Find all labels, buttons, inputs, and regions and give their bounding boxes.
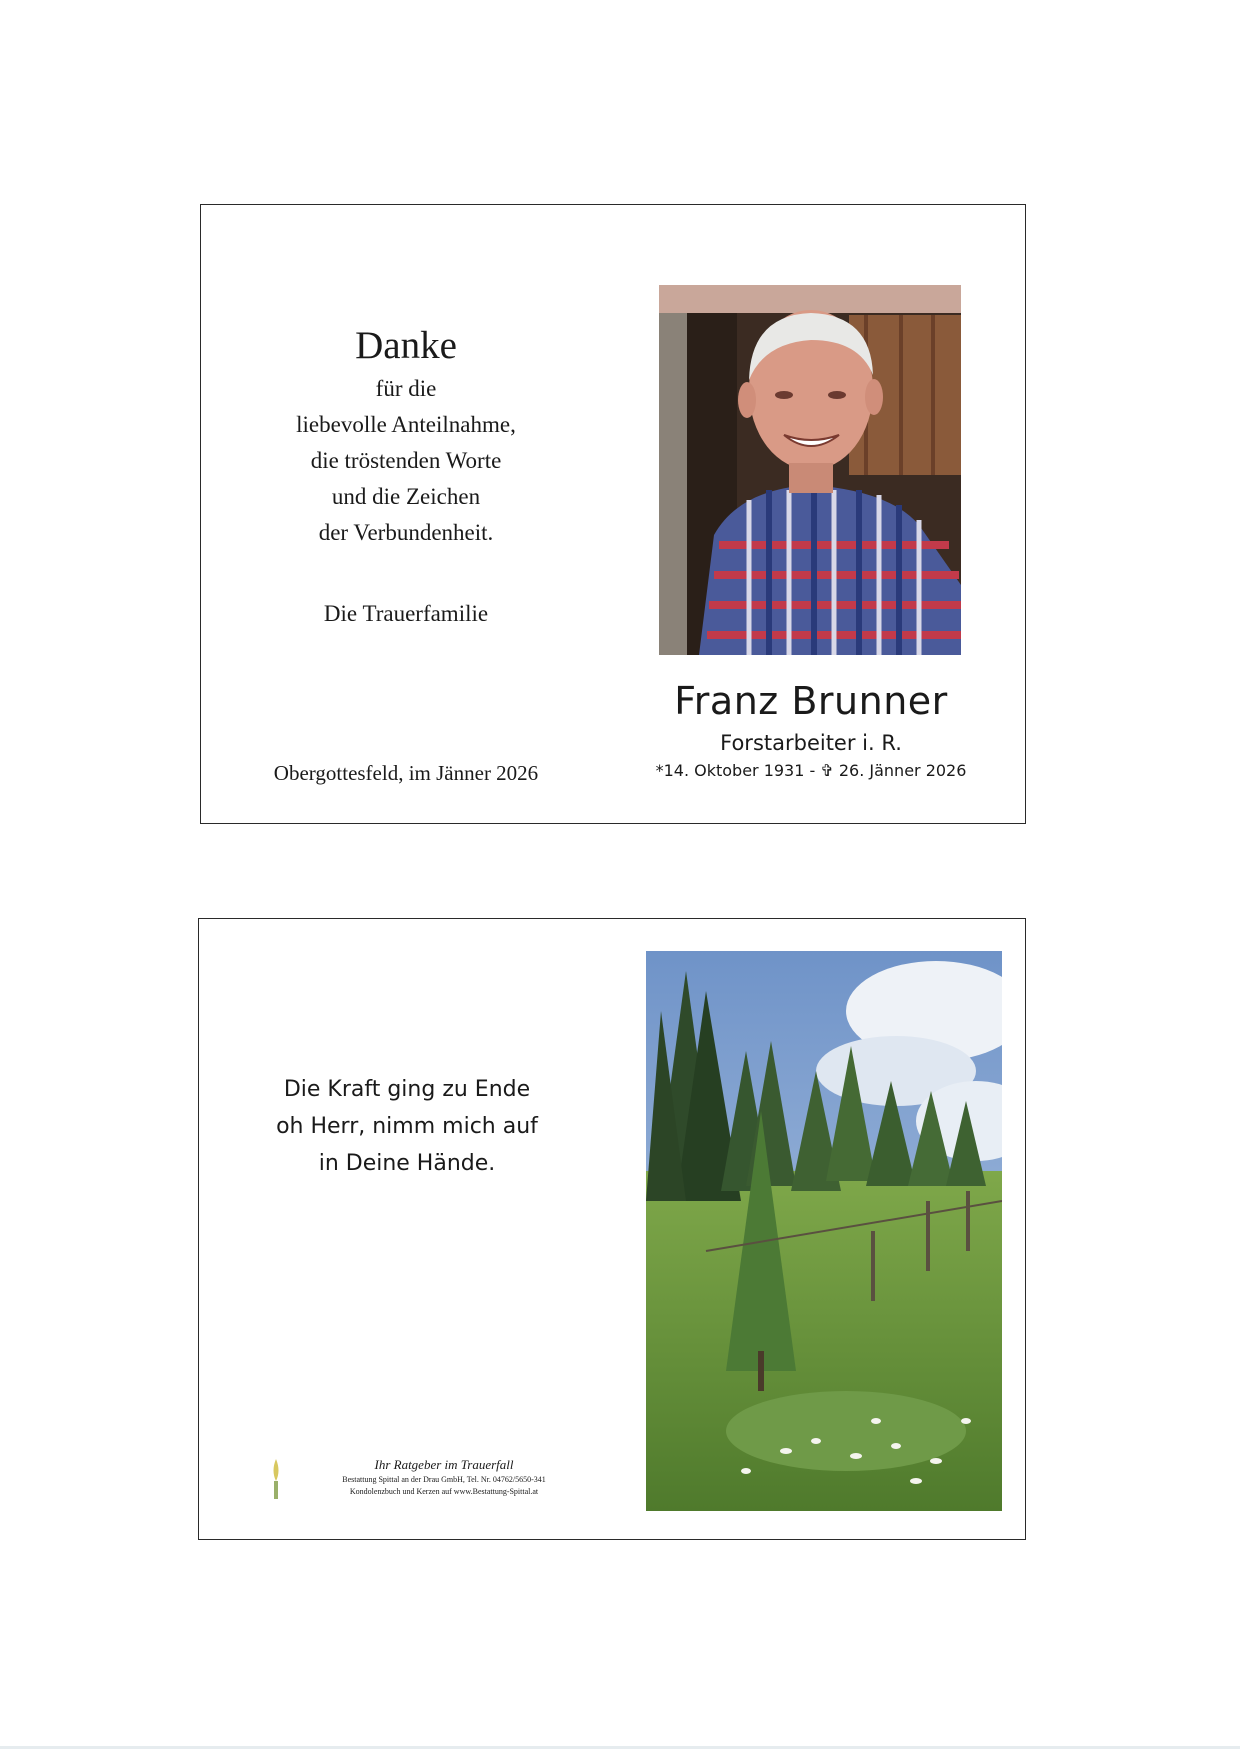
funeral-home-contact: Bestattung Spittal an der Drau GmbH, Tel. Nr. 04762/5650-341 xyxy=(342,1475,546,1484)
verse-line: in Deine Hände. xyxy=(318,1151,496,1176)
thanks-line: für die xyxy=(375,376,437,401)
portrait-image xyxy=(659,285,961,655)
funeral-home-tagline: Ihr Ratgeber im Trauerfall xyxy=(374,1457,514,1472)
portrait-photo xyxy=(659,285,961,655)
candle-flame-icon xyxy=(269,1457,283,1501)
verse-line: oh Herr, nimm mich auf xyxy=(276,1114,538,1139)
thank-you-card xyxy=(200,204,1026,824)
thanks-line: und die Zeichen xyxy=(331,484,481,509)
deceased-profession: Forstarbeiter i. R. xyxy=(720,731,902,755)
funeral-home-website: Kondolenzbuch und Kerzen auf www.Bestattung-Spittal.at xyxy=(349,1487,539,1496)
deceased-name: Franz Brunner xyxy=(674,679,948,723)
life-dates: *14. Oktober 1931 - ✞ 26. Jänner 2026 xyxy=(655,761,967,780)
scan-edge-divider xyxy=(0,1746,1240,1749)
family-signature: Die Trauerfamilie xyxy=(323,601,489,626)
landscape-image xyxy=(646,951,1002,1511)
thanks-line: der Verbundenheit. xyxy=(318,520,494,545)
landscape-photo xyxy=(646,951,1002,1511)
thanks-line: liebevolle Anteilnahme, xyxy=(296,412,516,437)
verse-card xyxy=(198,918,1026,1540)
thanks-message xyxy=(241,371,571,551)
verse-line: Die Kraft ging zu Ende xyxy=(283,1077,531,1102)
place-date: Obergottesfeld, im Jänner 2026 xyxy=(273,761,539,785)
verse-text xyxy=(247,1071,567,1182)
thanks-title: Danke xyxy=(355,324,457,367)
thanks-line: die tröstenden Worte xyxy=(310,448,502,473)
